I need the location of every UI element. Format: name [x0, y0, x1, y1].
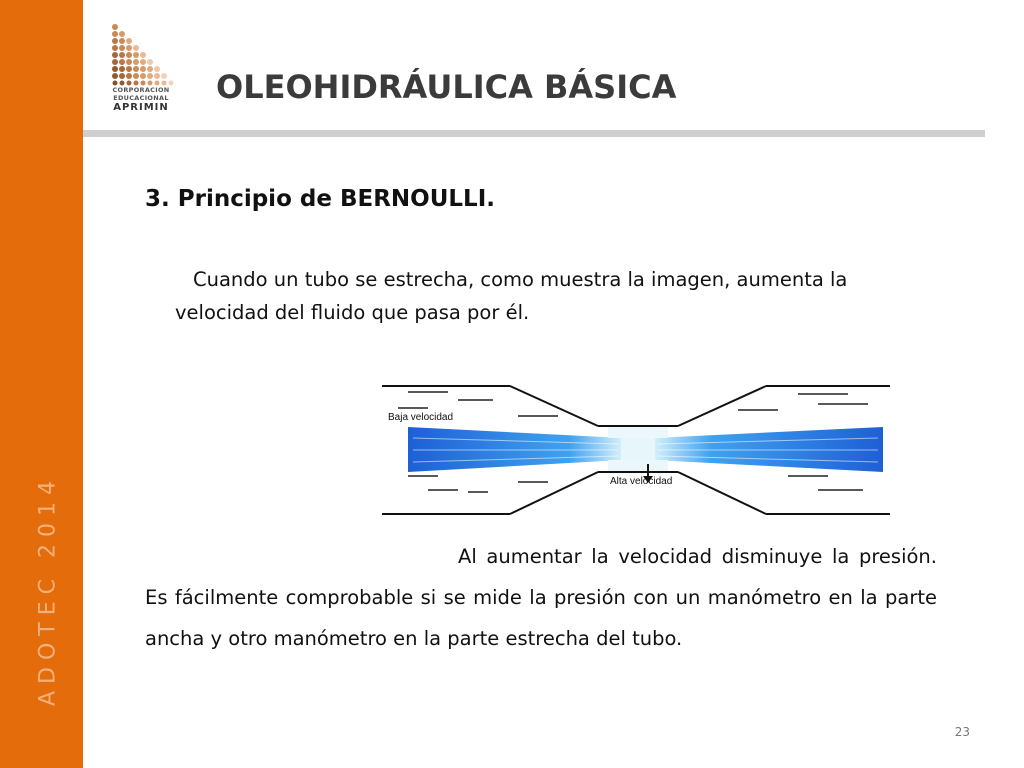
page-title: OLEOHIDRÁULICA BÁSICA	[216, 68, 677, 106]
logo-dots-icon	[105, 22, 177, 86]
logo-line-1: CORPORACION	[112, 86, 170, 94]
logo-brand: APRIMIN	[113, 102, 169, 113]
intro-paragraph: Cuando un tubo se estrecha, como muestra la imagen, aumenta la velocidad del fluido que pasa por él.	[175, 268, 848, 324]
section-heading: 3. Principio de BERNOULLI.	[145, 186, 495, 212]
diagram-label-high: Alta velocidad	[610, 476, 673, 487]
diagram-label-low: Baja velocidad	[388, 412, 454, 423]
explanation-paragraph: Al aumentar la velocidad disminuye la presión. Es fácilmente comprobable si se mide la presión con un manómetro en la parte ancha y otro manómetro en la parte estrecha del tubo.	[145, 545, 937, 650]
page-number: 23	[954, 725, 970, 739]
logo-line-2: EDUCACIONAL	[113, 94, 169, 102]
sidebar-vertical-text: ADOTEC 2014	[35, 474, 61, 706]
title-divider	[83, 130, 985, 137]
sidebar	[0, 0, 83, 768]
aprimin-logo	[105, 22, 177, 118]
bernoulli-tube-diagram	[378, 372, 893, 522]
